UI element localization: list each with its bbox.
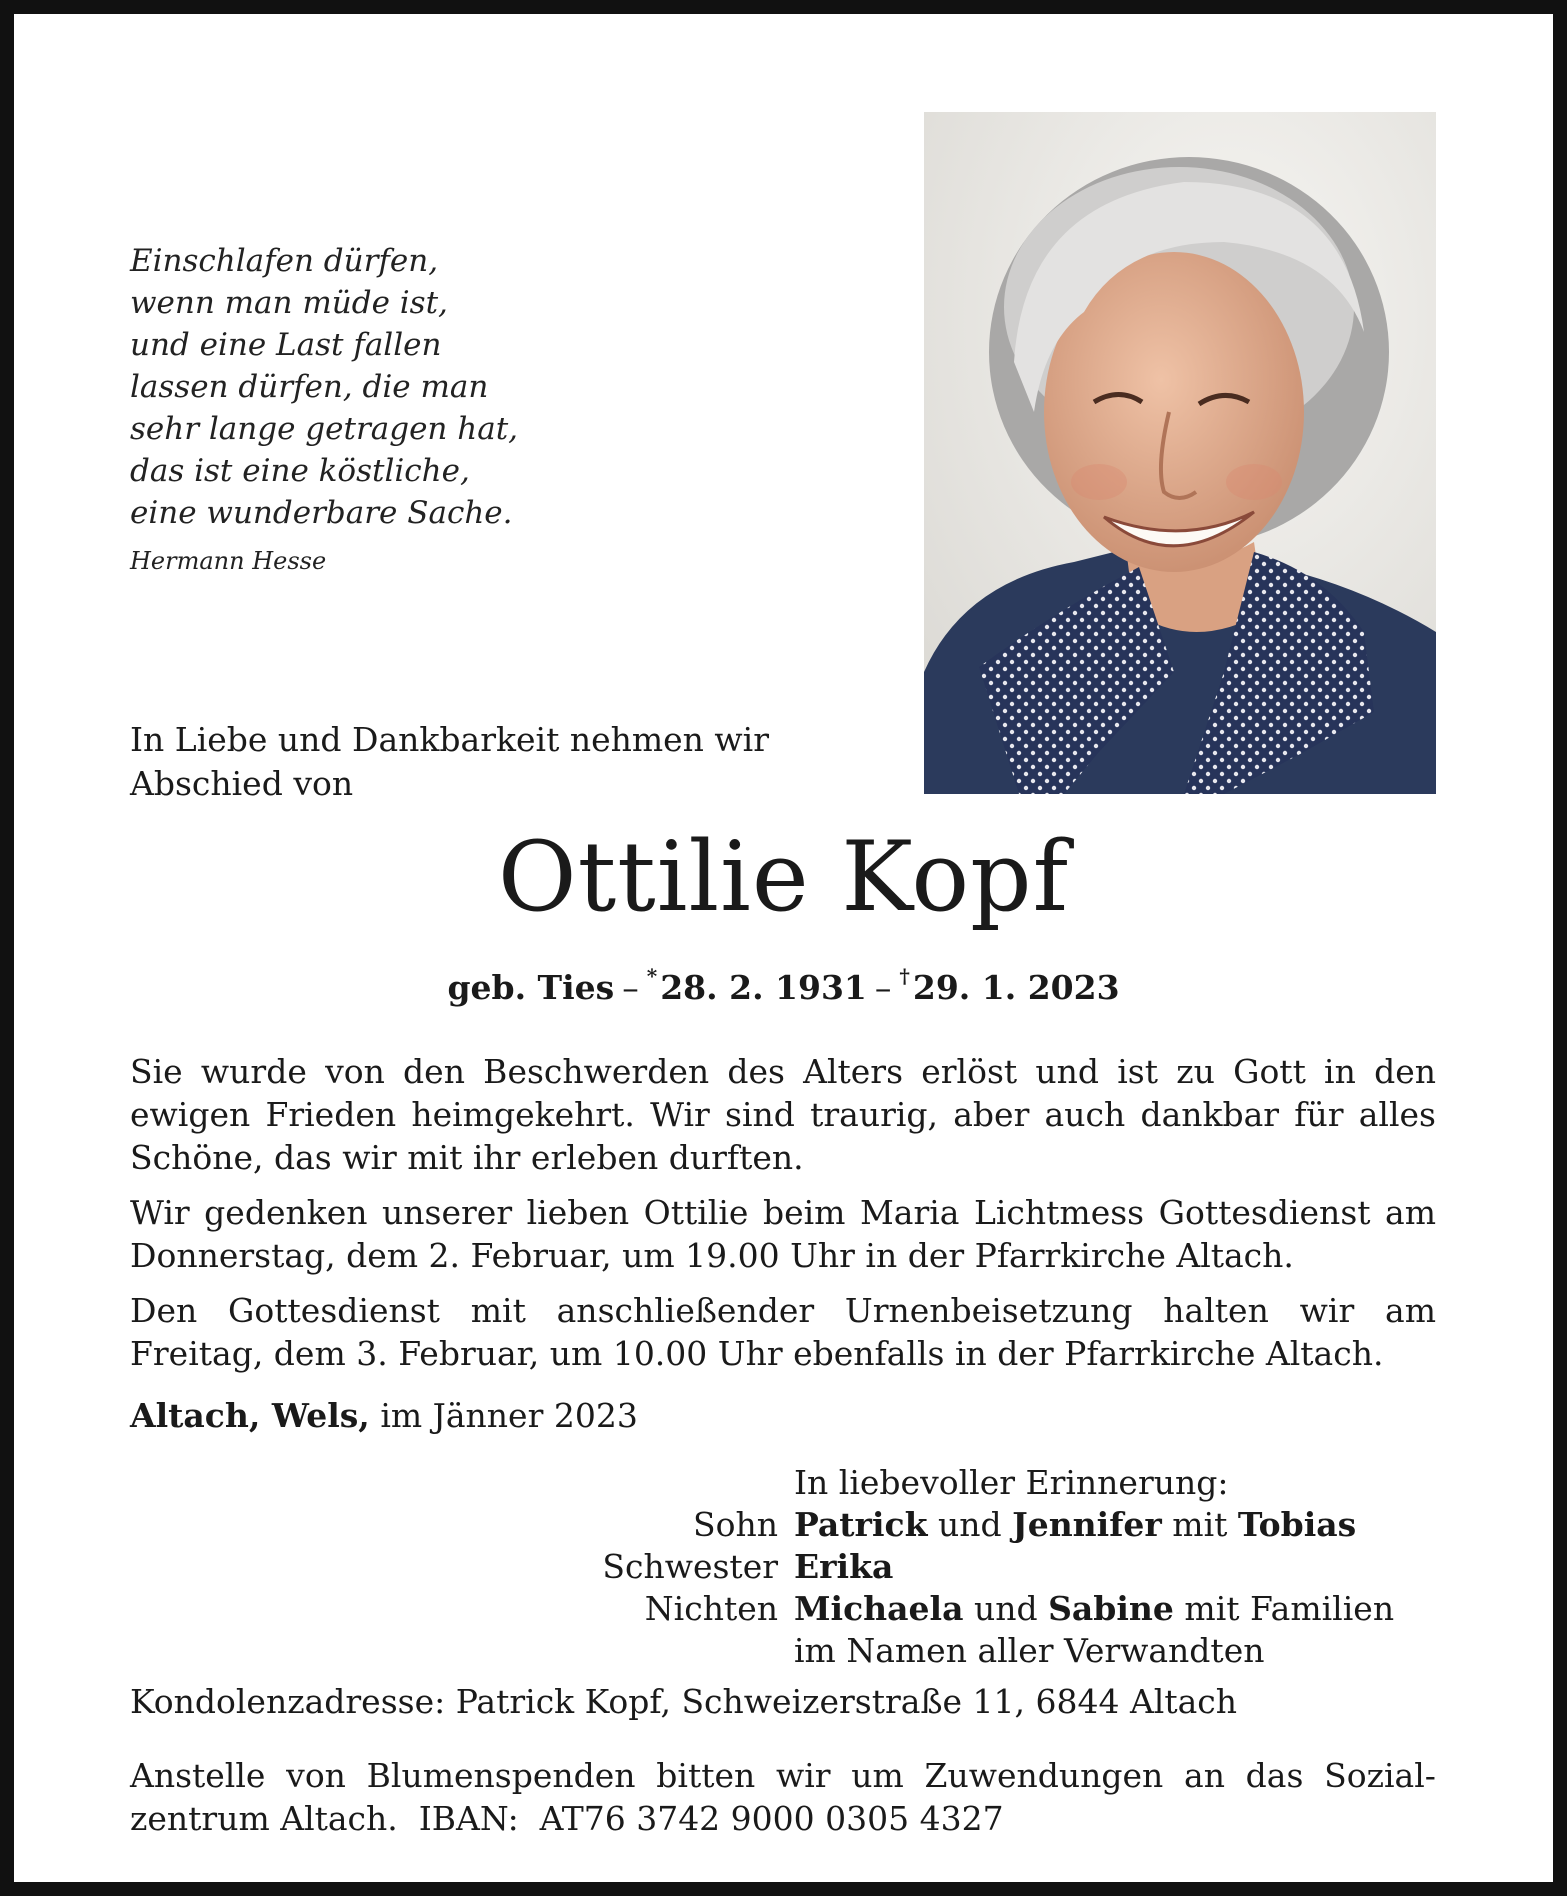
- condolence-address: Kondolenzadresse: Patrick Kopf, Schweizerstraße 11, 6844 Altach: [130, 1682, 1238, 1721]
- mourners: [574, 1462, 1474, 1672]
- birth-date: 28. 2. 1931: [660, 968, 867, 1007]
- role-son: Sohn: [693, 1505, 778, 1544]
- poem-line: Einschlafen dürfen,: [130, 243, 439, 279]
- maiden-name: geb. Ties: [447, 968, 615, 1007]
- poem-line: wenn man müde ist,: [130, 285, 448, 321]
- place-date: [130, 1394, 1130, 1438]
- nieces-suffix: mit Familien: [1184, 1589, 1395, 1628]
- paragraph: Wir gedenken unserer lieben Ottilie beim Maria Lichtmess Gottesdienst am Donnerstag, dem 2. Februar, um 19.00 Uhr in der Pfarrkirche Altach.: [130, 1193, 1436, 1275]
- donation-word: Blumenspenden: [366, 1756, 636, 1795]
- donation-word: um: [851, 1756, 904, 1795]
- dash: –: [874, 968, 892, 1007]
- month-year: im Jänner 2023: [380, 1396, 638, 1435]
- mourner-row-nieces: [574, 1588, 1474, 1630]
- places: Altach, Wels,: [130, 1396, 370, 1435]
- poem-line: lassen dürfen, die man: [130, 369, 489, 405]
- donation-note: [130, 1754, 1436, 1840]
- donation-word: wir: [775, 1756, 831, 1795]
- and-word: und: [937, 1505, 1002, 1544]
- iban-line: zentrum Altach. IBAN: AT76 3742 9000 0305 4327: [130, 1799, 1004, 1838]
- and-word: und: [973, 1589, 1038, 1628]
- mourner-row-son: [574, 1504, 1474, 1546]
- donation-word: bitten: [656, 1756, 756, 1795]
- birth-symbol: *: [646, 964, 658, 988]
- donation-word: Anstelle: [130, 1756, 266, 1795]
- daughter-in-law-name: Jennifer: [1012, 1505, 1162, 1544]
- paragraph: Den Gottesdienst mit anschließender Urnenbeisetzung halten wir am Freitag, dem 3. Februar, um 10.00 Uhr ebenfalls in der Pfarrkirche Altach.: [130, 1291, 1436, 1373]
- mourners-heading: In liebevoller Erinnerung:: [794, 1463, 1229, 1502]
- death-date: 29. 1. 2023: [912, 968, 1120, 1007]
- poem-line: das ist eine köstliche,: [130, 453, 470, 489]
- role-sister: Schwester: [602, 1547, 778, 1586]
- son-name: Patrick: [794, 1505, 928, 1544]
- life-dates: [14, 958, 1553, 1010]
- announcement-body: [130, 1050, 1436, 1387]
- paragraph: Sie wurde von den Beschwerden des Alters erlöst und ist zu Gott in den ewigen Frieden heimgekehrt. Wir sind traurig, aber auch dankbar für alles Schöne, das wir mit ihr erleben durften.: [130, 1052, 1436, 1177]
- donation-word: Zuwendungen: [924, 1756, 1164, 1795]
- dash: –: [622, 968, 639, 1007]
- donation-word: das: [1245, 1756, 1304, 1795]
- donation-word: an: [1184, 1756, 1225, 1795]
- with-word: mit: [1172, 1505, 1228, 1544]
- role-nieces: Nichten: [644, 1589, 778, 1628]
- sister-name: Erika: [794, 1547, 894, 1586]
- portrait-photo: [924, 112, 1436, 794]
- niece-name: Michaela: [794, 1589, 964, 1628]
- poem-line: sehr lange getragen hat,: [130, 411, 519, 447]
- poem: [130, 240, 690, 576]
- deceased-name: Ottilie Kopf: [497, 821, 1070, 933]
- death-symbol: †: [899, 964, 910, 988]
- poem-author: Hermann Hesse: [130, 547, 327, 575]
- mourners-closing: im Namen aller Verwandten: [794, 1631, 1265, 1670]
- donation-word: von: [286, 1756, 346, 1795]
- intro-text: [130, 718, 830, 806]
- intro-line: In Liebe und Dankbarkeit nehmen wir: [130, 720, 770, 759]
- grandchild-name: Tobias: [1237, 1505, 1357, 1544]
- mourner-row-sister: [574, 1546, 1474, 1588]
- poem-line: und eine Last fallen: [130, 327, 442, 363]
- intro-line: Abschied von: [130, 764, 354, 803]
- donation-word: Sozial-: [1324, 1756, 1436, 1795]
- niece-name: Sabine: [1048, 1589, 1174, 1628]
- obituary-card: [14, 14, 1553, 1882]
- poem-line: eine wunderbare Sache.: [130, 495, 513, 531]
